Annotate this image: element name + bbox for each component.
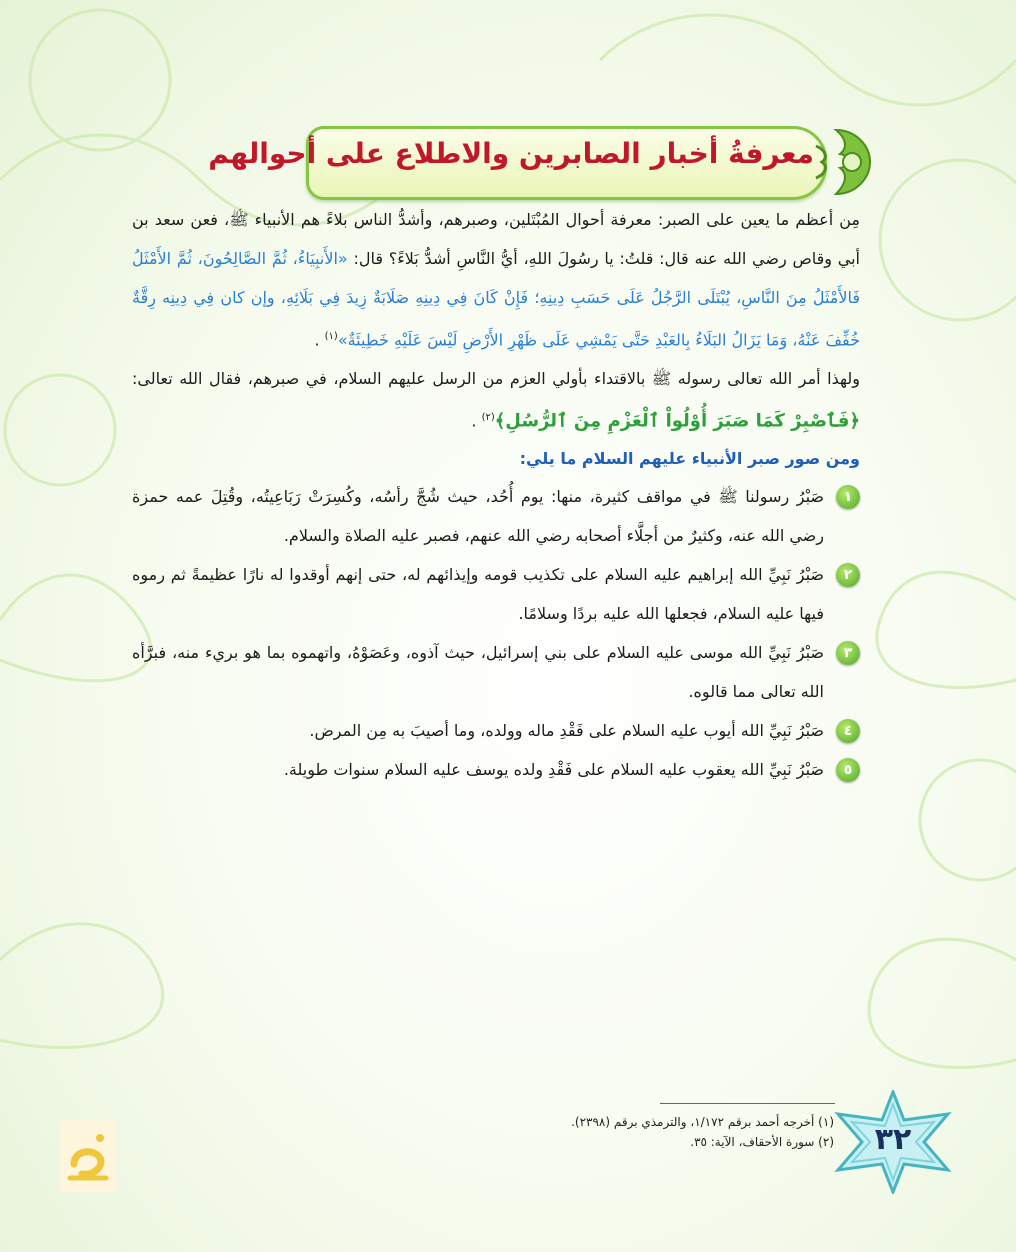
corner-logo-icon	[60, 1120, 116, 1192]
number-badge: ٢	[836, 563, 860, 587]
list-item-text: صَبْرُ رسولنا ﷺ في مواقف كثيرة، منها: يوم أُحُد، حيث شُجَّ رأسُه، وكُسِرَتْ رَبَاعِيتُه، وقُتِلَ عمه حمزة رضي الله عنه، وكثيرٌ من أجلَّاء أصحابه رضي الله عنهم، فصبر عليه الصلاة والسلام.	[132, 486, 824, 545]
second-text: ولهذا أمر الله تعالى رسوله ﷺ بالاقتداء بأولي العزم من الرسل عليهم السلام، في صبرهم، فقال الله تعالى:	[132, 369, 860, 389]
section-heading: ومن صور صبر الأنبياء عليهم السلام ما يلي:	[519, 448, 860, 468]
title-banner	[208, 124, 876, 200]
list-item	[132, 750, 860, 789]
intro-end: .	[314, 330, 325, 350]
footnote-2: (٢) سورة الأحقاف، الآية: ٣٥.	[690, 1135, 834, 1149]
footnote-ref-1: (١)	[324, 331, 338, 342]
list-item-text: صَبْرُ نَبِيِّ الله موسى عليه السلام على بني إسرائيل، حيث آذوه، وعَصَوْهُ، واتهموه بما هو بريء منه، فبرَّأه الله تعالى مما قالوه.	[132, 642, 824, 701]
hadith-text: «الأَنبِيَاءُ، ثُمَّ الصَّالِحُونَ، ثُمَّ الأَمْثَلُ فَالأَمْثَلُ مِنَ النَّاسِ، يُبْتَلَى الرَّجُلُ عَلَى حَسَبِ دِينِهِ؛ فَإِنْ كَانَ فِي دِينِهِ صَلَابَةٌ زِيدَ فِي بَلَائِهِ، وإن كان فِي دِينِه رِقَّةٌ خُفِّفَ عَنْهُ، وَمَا يَزَالُ البَلَاءُ بِالعَبْدِ حَتَّى يَمْشِي عَلَى ظَهْرِ الأَرْضِ لَيْسَ عَلَيْهِ خَطِيئَةٌ»	[132, 249, 860, 350]
second-end: .	[471, 411, 482, 431]
list-item	[132, 711, 860, 750]
list-item	[132, 555, 860, 633]
number-badge: ٤	[836, 719, 860, 743]
page-number: ٣٢	[874, 1122, 912, 1157]
quran-verse: ﴿فَٱصْبِرْ كَمَا صَبَرَ أُوْلُواْ ٱلْعَزْمِ مِنَ ٱلرُّسُلِ﴾	[494, 410, 860, 432]
intro-paragraph	[132, 200, 860, 359]
main-content	[132, 200, 860, 789]
second-paragraph	[132, 359, 860, 440]
title-ornament-icon	[796, 124, 876, 200]
number-badge: ٣	[836, 641, 860, 665]
list-item-text: صَبْرُ نَبِيِّ الله يعقوب عليه السلام على فَقْدِ ولده يوسف عليه السلام سنوات طويلة.	[283, 759, 824, 779]
list-item	[132, 477, 860, 555]
footnotes	[571, 1112, 834, 1152]
footnote-1: (١) أخرجه أحمد برقم ١/١٧٢، والترمذي برقم (٢٣٩٨).	[571, 1115, 834, 1129]
intro-lead: مِن أعظم ما يعين على الصبر: معرفة أحوال المُبْتَلين، وصبرهم، وأشدُّ الناس بلاءً هم الأنبياء ﷺ، فعن سعد بن أبي وقاص رضي الله عنه قال: قلتُ: يا رسُولَ اللهِ، أيُّ النَّاسِ أشدُّ بَلاءً؟ قال:	[132, 210, 861, 268]
footnote-divider	[660, 1103, 835, 1104]
number-badge: ٥	[836, 758, 860, 782]
list-item-text: صَبْرُ نَبِيِّ الله إبراهيم عليه السلام على تكذيب قومه وإيذائهم له، حتى إنهم أوقدوا له نارًا عظيمةً ثم رموه فيها عليه السلام، فجعلها الله عليه بردًا وسلامًا.	[132, 564, 824, 623]
list-item	[132, 633, 860, 711]
number-badge: ١	[836, 485, 860, 509]
page-title: معرفةُ أخبار الصابرين والاطلاع على أحوالهم	[208, 137, 814, 170]
list-item-text: صَبْرُ نَبِيِّ الله أيوب عليه السلام على فَقْدِ ماله وولده، وما أصيبَ به مِن المرض.	[309, 720, 824, 740]
footnote-ref-2: (٢)	[481, 412, 495, 424]
